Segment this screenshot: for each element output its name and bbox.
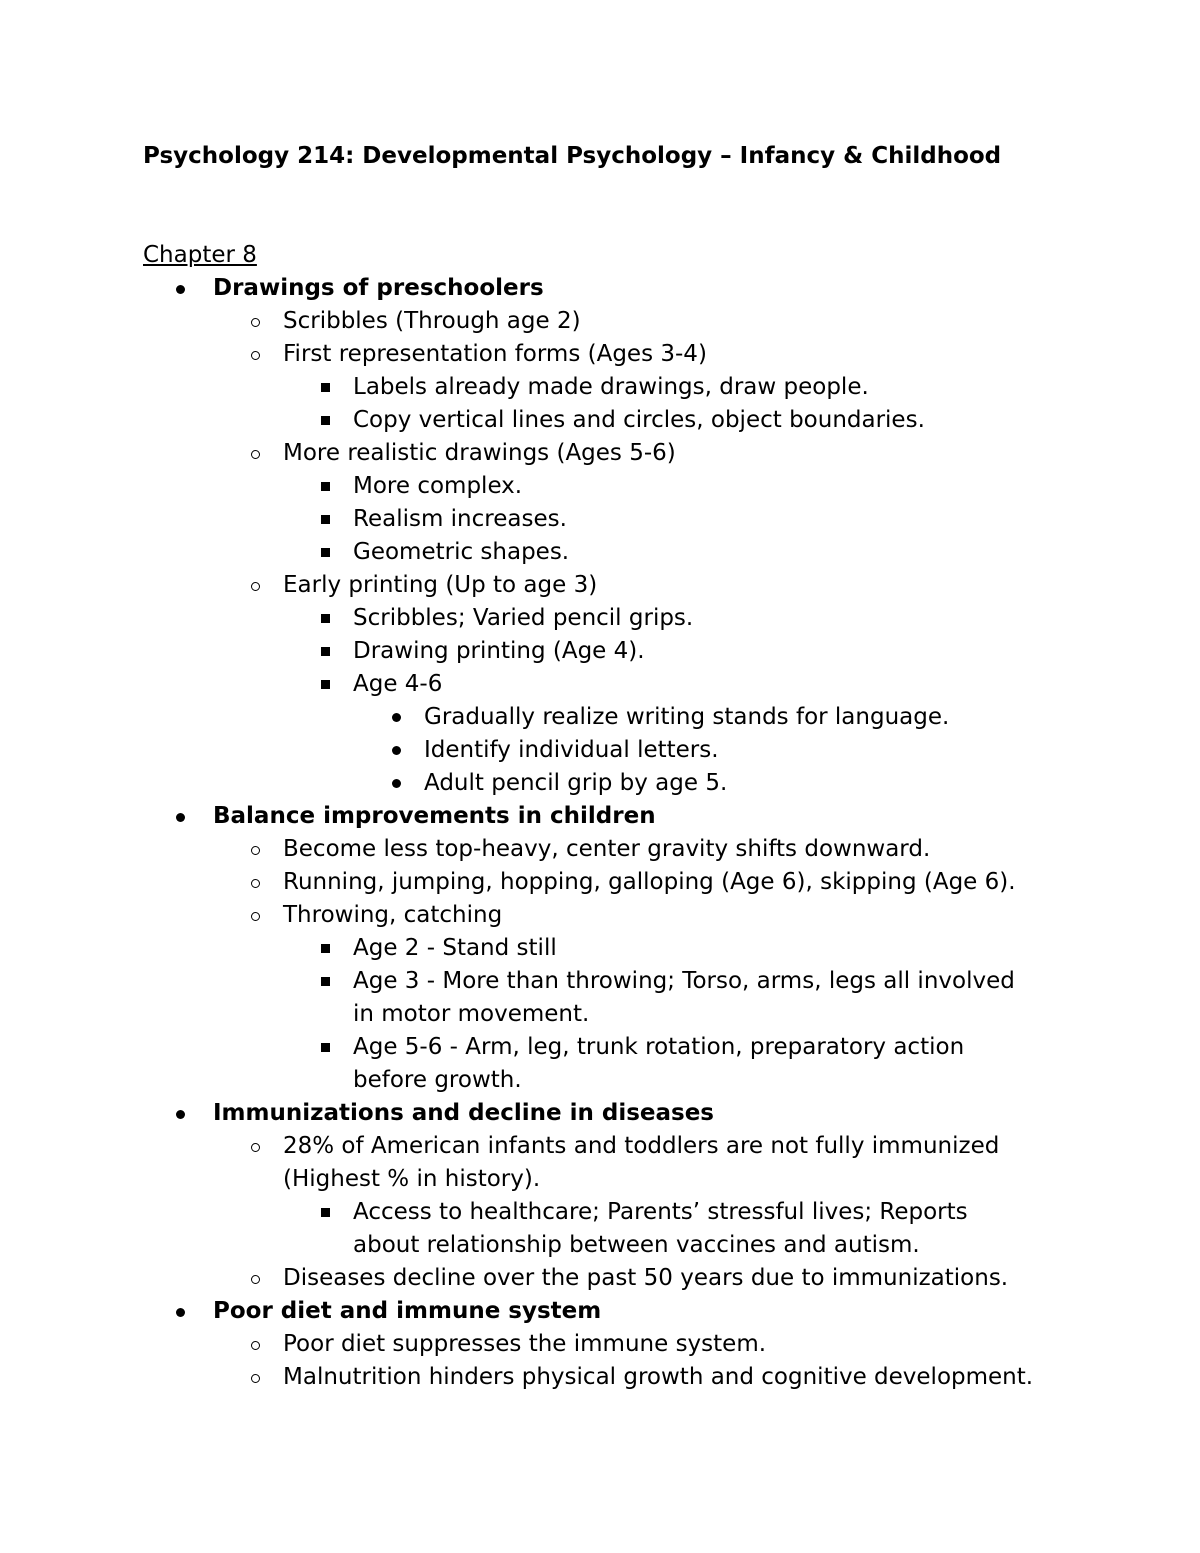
outline-item-level-1 (0, 1295, 1200, 1328)
hollow-bullet-icon (243, 1361, 267, 1394)
outline-item-level-2 (0, 1361, 1200, 1394)
outline-item-level-2 (0, 1163, 1200, 1196)
hollow-bullet-icon (243, 866, 267, 899)
outline-item-level-2 (0, 1130, 1200, 1163)
outline-item-text: Identify individual letters. (424, 737, 719, 763)
outline-item-level-3 (0, 998, 1200, 1031)
outline-item-level-1 (0, 800, 1200, 833)
outline-item-level-3 (0, 1064, 1200, 1097)
outline-item-level-4 (0, 701, 1200, 734)
outline-item-level-1 (0, 272, 1200, 305)
outline-item-text: Copy vertical lines and circles, object boundaries. (353, 407, 925, 433)
square-bullet-icon (313, 1031, 337, 1064)
outline-item-level-2 (0, 866, 1200, 899)
outline-item-level-3 (0, 1229, 1200, 1262)
outline-item-text: Become less top-heavy, center gravity shifts downward. (283, 836, 931, 862)
outline-item-level-2 (0, 305, 1200, 338)
outline-item-text: More complex. (353, 473, 523, 499)
outline-item-level-3 (0, 1031, 1200, 1064)
outline-item-level-4 (0, 734, 1200, 767)
outline-item-text: in motor movement. (353, 1001, 590, 1027)
outline-item-text: Age 5-6 - Arm, leg, trunk rotation, preparatory action (353, 1034, 965, 1060)
square-bullet-icon (313, 470, 337, 503)
hollow-bullet-icon (243, 569, 267, 602)
outline-item-text: (Highest % in history). (283, 1166, 541, 1192)
outline-item-level-3 (0, 404, 1200, 437)
outline-item-level-3 (0, 668, 1200, 701)
outline-item-text: Malnutrition hinders physical growth and cognitive development. (283, 1364, 1034, 1390)
outline-item-text: Age 4-6 (353, 671, 443, 697)
outline-item-text: Age 2 - Stand still (353, 935, 557, 961)
hollow-bullet-icon (243, 437, 267, 470)
outline-item-level-3 (0, 536, 1200, 569)
outline-item-level-3 (0, 503, 1200, 536)
outline-item-text: More realistic drawings (Ages 5-6) (283, 440, 676, 466)
outline-item-level-2 (0, 569, 1200, 602)
outline-item-level-3 (0, 932, 1200, 965)
outline-item-level-3 (0, 470, 1200, 503)
outline-item-text: before growth. (353, 1067, 522, 1093)
outline-item-text: Immunizations and decline in diseases (213, 1100, 714, 1126)
outline-item-text: Early printing (Up to age 3) (283, 572, 598, 598)
outline-item-text: Labels already made drawings, draw people. (353, 374, 869, 400)
square-bullet-icon (313, 1196, 337, 1229)
outline-item-level-3 (0, 1196, 1200, 1229)
square-bullet-icon (313, 965, 337, 998)
outline-item-level-2 (0, 833, 1200, 866)
hollow-bullet-icon (243, 1328, 267, 1361)
outline-item-level-3 (0, 371, 1200, 404)
outline-item-text: Balance improvements in children (213, 803, 656, 829)
outline-item-text: Poor diet and immune system (213, 1298, 602, 1324)
outline-item-text: Scribbles (Through age 2) (283, 308, 581, 334)
hollow-bullet-icon (243, 1262, 267, 1295)
outline-item-text: Gradually realize writing stands for language. (424, 704, 950, 730)
filled-bullet-icon (384, 734, 408, 767)
square-bullet-icon (313, 932, 337, 965)
filled-bullet-icon (384, 701, 408, 734)
outline-item-level-2 (0, 1262, 1200, 1295)
filled-bullet-icon (168, 272, 192, 305)
square-bullet-icon (313, 371, 337, 404)
outline-item-text: Running, jumping, hopping, galloping (Age 6), skipping (Age 6). (283, 869, 1016, 895)
square-bullet-icon (313, 404, 337, 437)
outline-item-text: Diseases decline over the past 50 years due to immunizations. (283, 1265, 1009, 1291)
square-bullet-icon (313, 635, 337, 668)
outline-item-level-2 (0, 437, 1200, 470)
outline-item-level-2 (0, 899, 1200, 932)
outline-item-level-3 (0, 602, 1200, 635)
outline-item-text: Geometric shapes. (353, 539, 570, 565)
outline-item-text: Age 3 - More than throwing; Torso, arms, legs all involved (353, 968, 1015, 994)
chapter-heading: Chapter 8 (143, 242, 257, 268)
outline-item-level-1 (0, 1097, 1200, 1130)
outline-item-level-4 (0, 767, 1200, 800)
outline-item-text: Adult pencil grip by age 5. (424, 770, 728, 796)
hollow-bullet-icon (243, 338, 267, 371)
square-bullet-icon (313, 602, 337, 635)
square-bullet-icon (313, 536, 337, 569)
filled-bullet-icon (384, 767, 408, 800)
outline-item-text: Access to healthcare; Parents’ stressful lives; Reports (353, 1199, 968, 1225)
square-bullet-icon (313, 668, 337, 701)
outline-item-text: about relationship between vaccines and autism. (353, 1232, 920, 1258)
hollow-bullet-icon (243, 833, 267, 866)
document-title: Psychology 214: Developmental Psychology – Infancy & Childhood (143, 143, 1002, 169)
square-bullet-icon (313, 503, 337, 536)
outline-item-text: Drawing printing (Age 4). (353, 638, 645, 664)
outline-item-level-2 (0, 1328, 1200, 1361)
filled-bullet-icon (168, 1295, 192, 1328)
filled-bullet-icon (168, 1097, 192, 1130)
outline-item-text: Throwing, catching (283, 902, 503, 928)
hollow-bullet-icon (243, 1130, 267, 1163)
outline-item-level-3 (0, 965, 1200, 998)
outline-item-text: 28% of American infants and toddlers are not fully immunized (283, 1133, 1000, 1159)
outline-item-text: Scribbles; Varied pencil grips. (353, 605, 694, 631)
outline-item-text: Realism increases. (353, 506, 567, 532)
outline-item-level-3 (0, 635, 1200, 668)
outline-item-text: First representation forms (Ages 3-4) (283, 341, 707, 367)
outline-list (0, 272, 1200, 1394)
hollow-bullet-icon (243, 305, 267, 338)
outline-item-level-2 (0, 338, 1200, 371)
hollow-bullet-icon (243, 899, 267, 932)
outline-item-text: Drawings of preschoolers (213, 275, 544, 301)
filled-bullet-icon (168, 800, 192, 833)
outline-item-text: Poor diet suppresses the immune system. (283, 1331, 767, 1357)
